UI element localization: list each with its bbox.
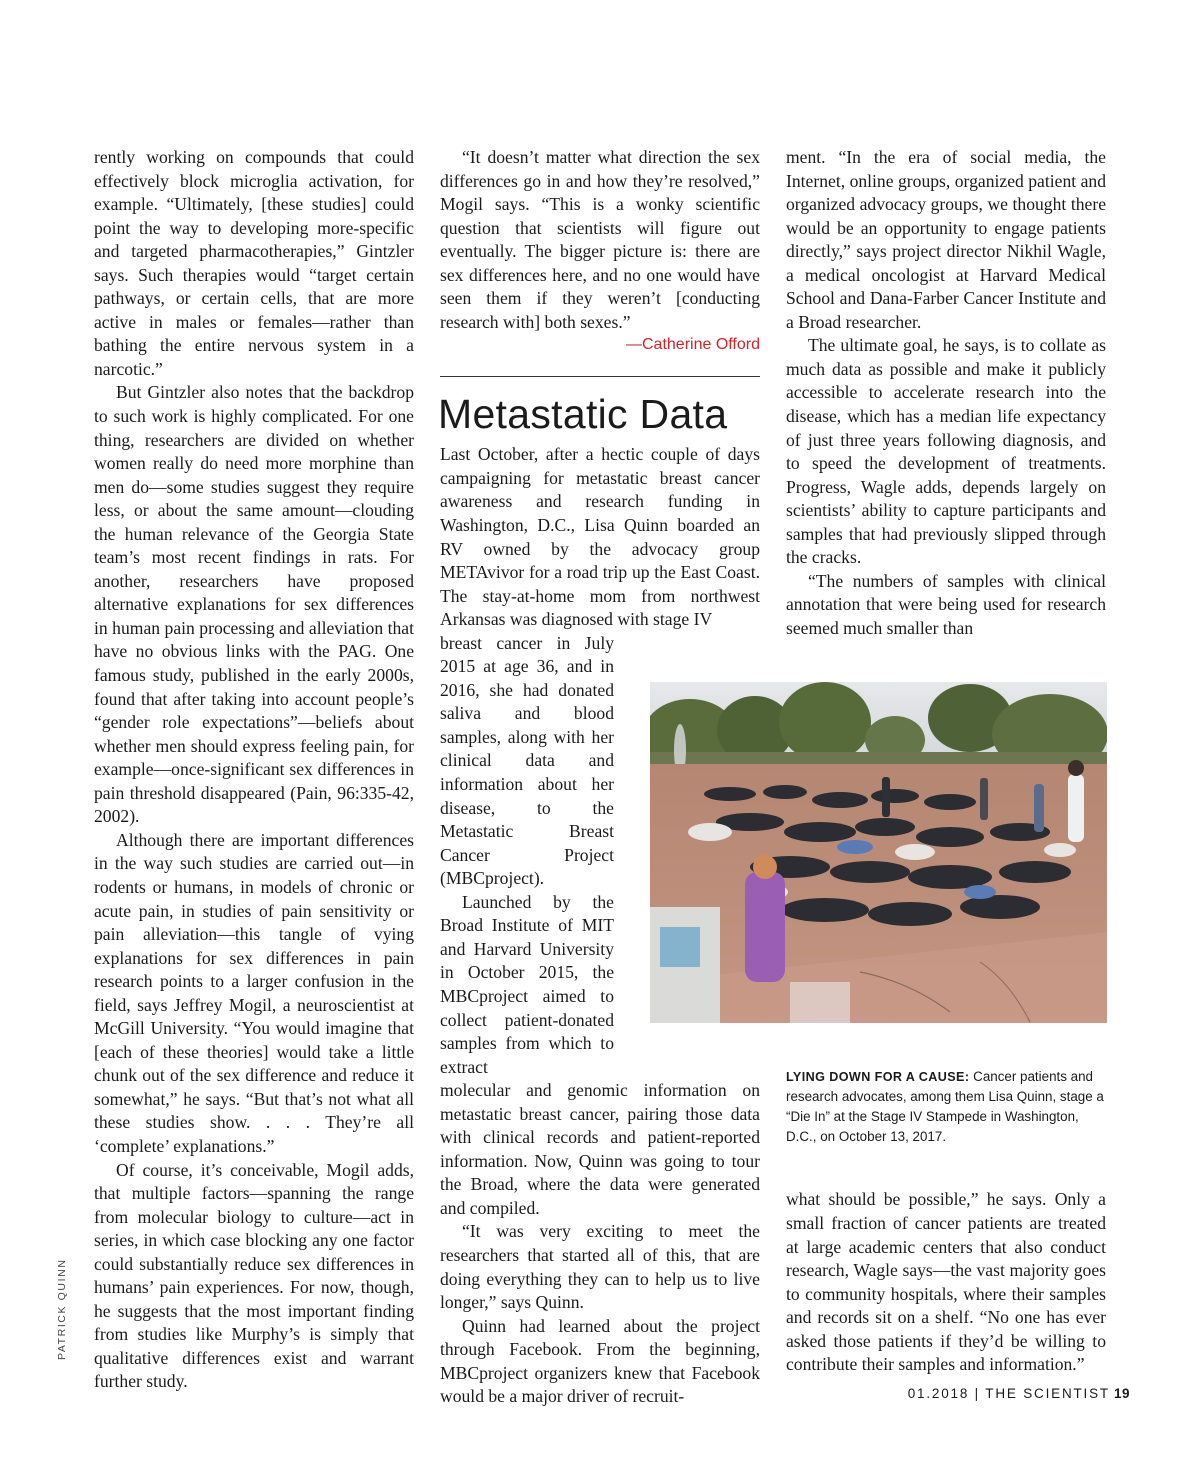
body-paragraph: Of course, it’s conceivable, Mogil adds, that multiple factors—spanning the range from molecular biology to culture—act in series, in which case blocking any one factor could substantially reduce sex differences in humans’ pain experiences. For now, though, he suggests that the most important finding from studies like Murphy’s is simply that qualitative differences exist and warrant further study. — [94, 1159, 414, 1392]
body-paragraph: Last October, after a hectic couple of days campaigning for metastatic breast cancer awareness and research funding in Washington, D.C., Lisa Quinn boarded an RV owned by the advocacy group METAvivor for a road trip up the East Coast. The stay-at-home mom from northwest Arkansas was diagnosed with stage IV — [440, 444, 760, 630]
body-paragraph: ment. “In the era of social media, the Internet, online groups, organized patient and organized advocacy groups, we thought there would be an opportunity to engage patients directly,” says project director Nikhil Wagle, a medical oncologist at Harvard Medical School and Dana-Farber Cancer Institute and a Broad researcher. — [786, 147, 1106, 332]
body-paragraph: Quinn had learned about the project through Facebook. From the beginning, MBCproject organizers knew that Facebook would be a major driver of recruit- — [440, 1315, 760, 1407]
section-headline: Metastatic Data — [438, 391, 728, 438]
body-paragraph-narrow: breast cancer in July 2015 at age 36, and in 2016, she had donated saliva and blood samples, along with her clinical data and information about her disease, to the Metastatic Breast Cancer Project (MBCproject). — [440, 632, 614, 889]
body-paragraph: what should be possible,” he says. Only a small fraction of cancer patients are treated at large academic centers that also conduct research, Wagle says—the vast majority goes to community hospitals, where their samples and records sit on a shelf. “No one has ever asked those patients if they’d be willing to contribute their samples and information.” — [786, 1189, 1106, 1375]
photo-credit: PATRICK QUINN — [56, 1258, 68, 1360]
author-signature: —Catherine Offord — [626, 336, 760, 354]
issue-label: 01.2018 | THE SCIENTIST — [907, 1386, 1110, 1401]
article-column-1 — [94, 146, 414, 1394]
caption-text: Cancer patients and research advocates, among them Lisa Quinn, stage a “Die In” at the Stage IV Stampede in Washington, D.C., on October 13, 2017. — [786, 1069, 1104, 1144]
body-paragraph: But Gintzler also notes that the backdrop to such work is highly complicated. For one thing, researchers are divided on whether women really do need more morphine than men do—some studies suggest they require less, or about the same amount—clouding the human relevance of the Georgia State team’s most recent findings in rats. For another, researchers have proposed alternative explanations for sex differences in human pain processing and alleviation that have no obvious links with the PAG. One famous study, published in the early 2000s, found that after taking into account people’s “gender role expectations”—beliefs about whether men should express feeling pain, for example—once-significant sex differences in pain threshold disappeared (Pain, 96:335-42, 2002). — [94, 382, 414, 827]
quote-paragraph: “It doesn’t matter what direction the sex differences go in and how they’re resolved,” Mogil says. “This is a wonky scientific question that scientists will figure out eventually. The bigger picture is: there are sex differences here, and no one would have seen them if they weren’t [conducting research with] both sexes.” — [440, 147, 760, 332]
caption-lead: LYING DOWN FOR A CAUSE: — [786, 1070, 970, 1084]
body-paragraph: molecular and genomic information on metastatic breast cancer, pairing those data with clinical records and patient-reported information. Now, Quinn was going to tour the Broad, where the data were generated and compiled. — [440, 1080, 760, 1218]
body-paragraph: “The numbers of samples with clinical annotation that were being used for research seemed much smaller than — [786, 570, 1106, 638]
body-paragraph: Although there are important differences in the way such studies are carried out—in rodents or humans, in models of chronic or acute pain, in studies of pain sensitivity or pain alleviation—this tangle of vying explanations for sex differences in pain research points to a larger confusion in the field, says Jeffrey Mogil, a neuroscientist at McGill University. “You would imagine that [each of these theories] would take a little chunk out of the sex difference and reduce it somewhat,” he says. “But that’s not what all these studies show. . . . They’re all ‘complete’ explanations.” — [94, 829, 414, 1156]
body-paragraph: “It was very exciting to meet the researchers that started all of this, that are doing everything they can to help us to live longer,” says Quinn. — [440, 1221, 760, 1313]
body-paragraph-narrow: Launched by the Broad Institute of MIT and Harvard University in October 2015, the MBCproject aimed to collect patient-donated samples from which to extract — [440, 891, 614, 1077]
photo-caption — [786, 1067, 1106, 1147]
section-divider — [440, 376, 760, 377]
body-paragraph: The ultimate goal, he says, is to collate as much data as possible and make it publicly accessible to accelerate research into the disease, which has a median life expectancy of just three years following diagnosis, and to speed the development of treatments. Progress, Wagle adds, depends largely on scientists’ ability to capture participants and samples that had previously slipped through the cracks. — [786, 335, 1106, 568]
body-paragraph: rently working on compounds that could effectively block microglia activation, for example. “Ultimately, [these studies] could point the way to developing more-specific and targeted pharmacotherapies,” Gintzler says. Such therapies would “target certain pathways, or certain cells, that are more active in males or females—rather than bathing the entire nervous system in a narcotic.” — [94, 147, 414, 379]
page-number: 19 — [1113, 1386, 1130, 1401]
die-in-photo — [650, 682, 1107, 1023]
page-footer — [908, 1386, 1130, 1401]
